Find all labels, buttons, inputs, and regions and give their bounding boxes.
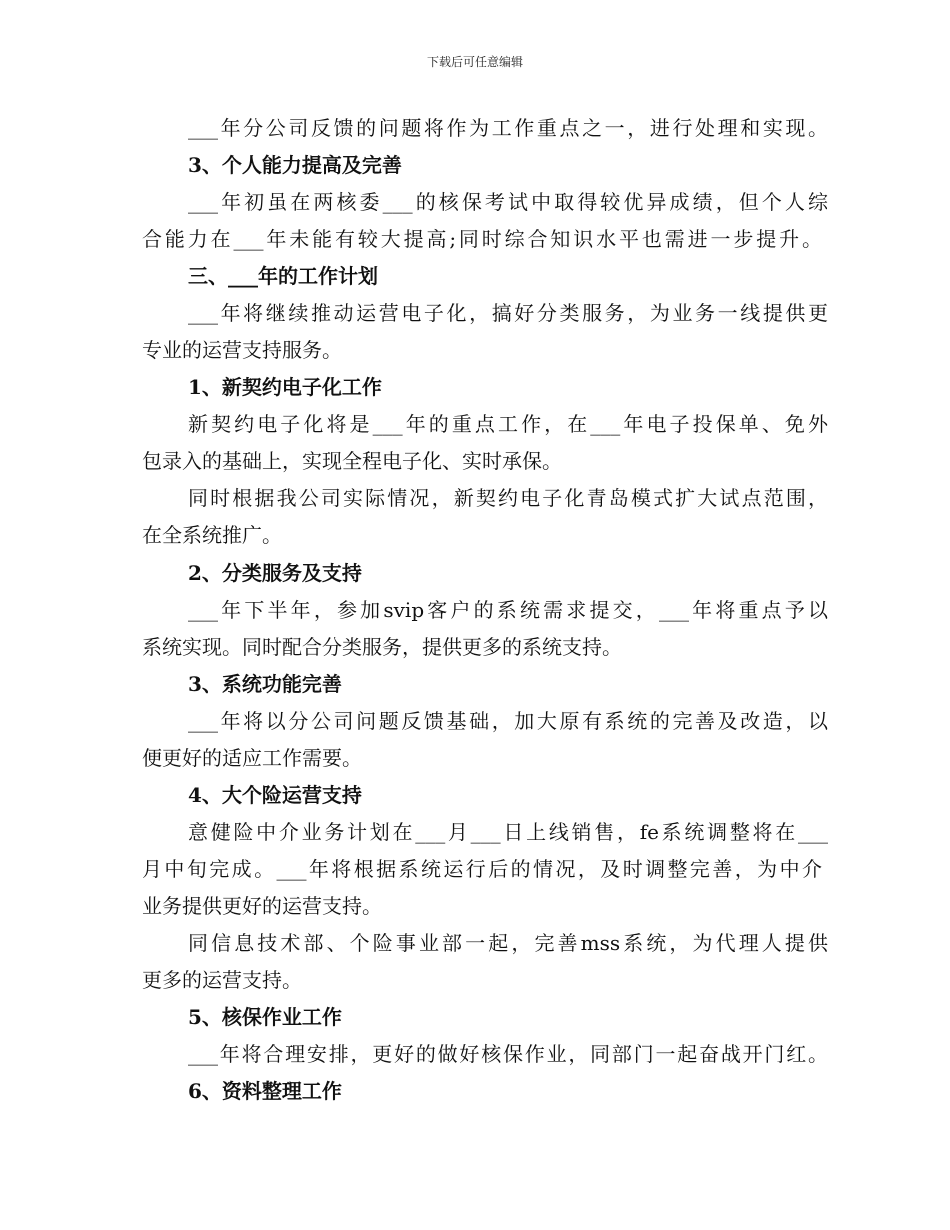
paragraph-line: 同信息技术部、个险事业部一起，完善mss系统，为代理人提供 (188, 931, 828, 955)
paragraph-line: 新契约电子化将是___年的重点工作，在___年电子投保单、免外 (188, 412, 828, 436)
paragraph-line: 月中旬完成。___年将根据系统运行后的情况，及时调整完善，为中介 (142, 857, 822, 881)
paragraph-line: 更多的运营支持。 (142, 968, 302, 992)
section-heading: 1、新契约电子化工作 (188, 375, 382, 399)
paragraph-line: 同时根据我公司实际情况，新契约电子化青岛模式扩大试点范围， (188, 486, 828, 510)
paragraph-line: ___年下半年，参加svip客户的系统需求提交，___年将重点予以 (188, 598, 828, 622)
section-heading: 2、分类服务及支持 (188, 561, 362, 585)
paragraph-line: ___年将合理安排，更好的做好核保作业，同部门一起奋战开门红。 (188, 1042, 828, 1066)
section-heading: 3、个人能力提高及完善 (188, 153, 402, 177)
paragraph-line: ___年将继续推动运营电子化，搞好分类服务，为业务一线提供更 (188, 301, 828, 325)
paragraph-line: 专业的运营支持服务。 (142, 338, 342, 362)
paragraph-line: 在全系统推广。 (142, 523, 282, 547)
paragraph-line: ___年分公司反馈的问题将作为工作重点之一，进行处理和实现。 (188, 116, 828, 140)
paragraph-line: 便更好的适应工作需要。 (142, 746, 362, 770)
paragraph-line: 合能力在___年未能有较大提高;同时综合知识水平也需进一步提升。 (142, 227, 822, 251)
page-header: 下载后可任意编辑 (426, 55, 523, 69)
section-heading: 5、核保作业工作 (188, 1005, 342, 1029)
section-heading: 三、___年的工作计划 (188, 264, 378, 288)
section-heading: 6、资料整理工作 (188, 1079, 342, 1103)
paragraph-line: 业务提供更好的运营支持。 (142, 894, 382, 918)
paragraph-line: 意健险中介业务计划在___月___日上线销售，fe系统调整将在___ (188, 820, 828, 844)
section-heading: 3、系统功能完善 (188, 672, 342, 696)
paragraph-line: 包录入的基础上，实现全程电子化、实时承保。 (142, 449, 562, 473)
paragraph-line: ___年初虽在两核委___的核保考试中取得较优异成绩，但个人综 (188, 190, 828, 214)
paragraph-line: 系统实现。同时配合分类服务，提供更多的系统支持。 (142, 635, 622, 659)
section-heading: 4、大个险运营支持 (188, 783, 362, 807)
paragraph-line: ___年将以分公司问题反馈基础，加大原有系统的完善及改造，以 (188, 709, 828, 733)
